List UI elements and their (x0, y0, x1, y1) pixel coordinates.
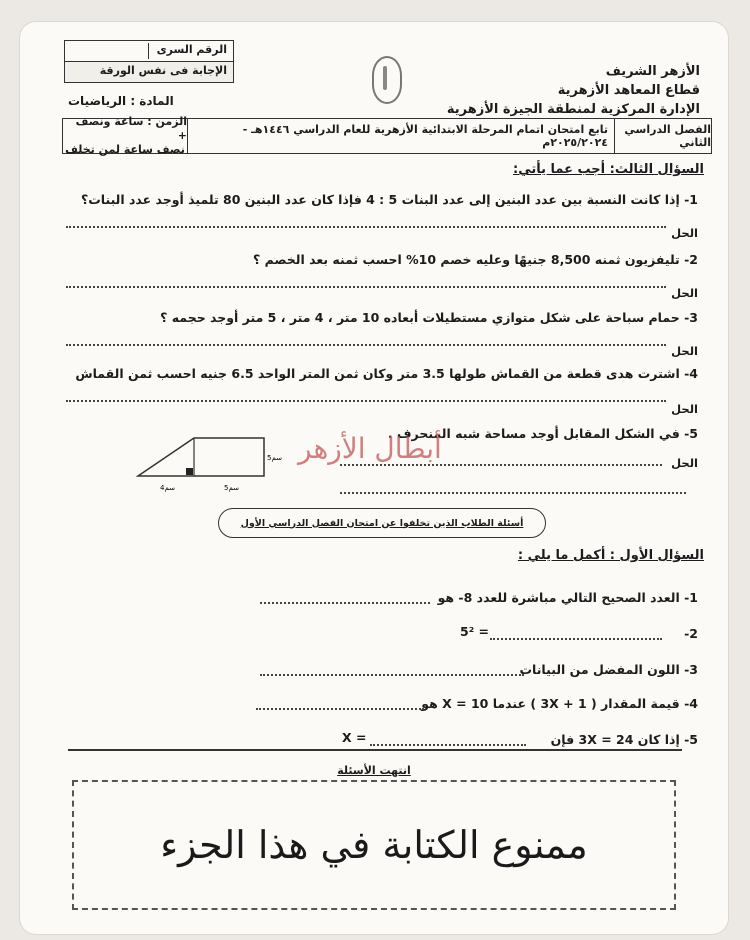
question-5: 5- في الشكل المقابل أوجد مساحة شبه المنحرف . (387, 426, 698, 441)
blank-1[interactable] (260, 602, 430, 604)
end-of-questions: انتهت الأسئلة (337, 764, 411, 777)
label-base-left: 4سم (160, 484, 175, 492)
complete-item-5: 5- إذا كان 3X = 24 فإن (550, 732, 698, 747)
section1-title: السؤال الأول : أكمل ما يلي : (517, 548, 704, 563)
question-1: 1- إذا كانت النسبة بين عدد البنين إلى عدد البنات 5 : 4 فإذا كان عدد البنين 80 تلميذ أوجد عدد البنات؟ (80, 192, 698, 207)
question-2: 2- تليفزيون ثمنه 8,500 جنيهًا وعليه خصم 10% احسب ثمنه بعد الخصم ؟ (253, 252, 698, 267)
seat-number-box (64, 40, 234, 83)
exam-title: تابع امتحان اتمام المرحلة الابتدائية الأزهرية للعام الدراسي ١٤٤٦هـ - ٢٠٢٥/٢٠٢٤م (187, 119, 614, 153)
answer-line-4[interactable] (66, 400, 666, 402)
institution-header (447, 62, 700, 119)
trapezoid-shape (138, 438, 264, 476)
exam-time: الزمن : ساعة ونصف + نصف ساعة لمن تخلف (65, 115, 187, 156)
exam-info-bar (62, 115, 712, 156)
answer-line-2[interactable] (66, 286, 666, 288)
absent-students-note: أسئلة الطلاب الذين تخلفوا عن امتحان الفصل الدراسي الأول (218, 508, 546, 538)
label-side: 5سم (267, 454, 282, 462)
complete-item-4: 4- قيمة المقدار ( 3X + 1 ) عندما X = 10 هو (421, 696, 698, 711)
answer-label-5: الحل (671, 456, 698, 470)
answer-label-3: الحل (671, 344, 698, 358)
header-line-3: الإدارة المركزية لمنطقة الجيزة الأزهرية (446, 102, 700, 117)
answer-line-1[interactable] (66, 226, 666, 228)
watermark-text: أبطال الأزهر (298, 432, 442, 465)
answer-note: الإجابة فى نفس الورقة (65, 62, 233, 82)
azhar-seal-icon (372, 56, 402, 104)
complete-item-1: 1- العدد الصحيح التالي مباشرة للعدد 8- هو (437, 590, 698, 605)
header-line-2: قطاع المعاهد الأزهرية (557, 83, 700, 98)
label-base-right: 5سم (224, 484, 239, 492)
blank-3[interactable] (260, 674, 524, 676)
answer-line-3[interactable] (66, 344, 666, 346)
blank-4[interactable] (256, 708, 424, 710)
answer-label-1: الحل (671, 226, 698, 240)
answer-label-4: الحل (671, 402, 698, 416)
question-4: 4- اشترت هدى قطعة من القماش طولها 3.5 متر وكان ثمن المتر الواحد 6.5 جنيه احسب ثمن القماش (75, 366, 698, 381)
right-angle-mark (186, 468, 193, 475)
blank-2[interactable] (490, 638, 662, 640)
item5-tail: X = (342, 730, 367, 745)
answer-line-5b[interactable] (340, 492, 686, 494)
item2-expression: 5² = (460, 624, 489, 639)
seat-number-field[interactable] (71, 43, 148, 59)
question-3: 3- حمام سباحة على شكل متوازي مستطيلات أبعاده 10 متر ، 4 متر ، 5 متر أوجد حجمه ؟ (160, 310, 698, 325)
trapezoid-figure (132, 434, 282, 494)
exam-sheet (20, 22, 728, 934)
header-line-1: الأزهر الشريف (605, 64, 700, 79)
complete-item-3: 3- اللون المفضل من البيانات (519, 662, 698, 677)
seat-number-label: الرقم السرى (148, 43, 227, 59)
answer-label-2: الحل (671, 286, 698, 300)
section3-title: السؤال الثالث: أجب عما يأتي: (513, 162, 704, 177)
subject-label: المادة : الرياضيات (68, 94, 174, 108)
no-writing-text: ممنوع الكتابة في هذا الجزء (160, 823, 588, 867)
blank-5a[interactable] (370, 744, 526, 746)
term-label: الفصل الدراسي الثاني (614, 119, 711, 153)
complete-item-2: 2- (684, 626, 698, 641)
no-writing-zone (72, 780, 676, 910)
end-divider (68, 749, 682, 751)
